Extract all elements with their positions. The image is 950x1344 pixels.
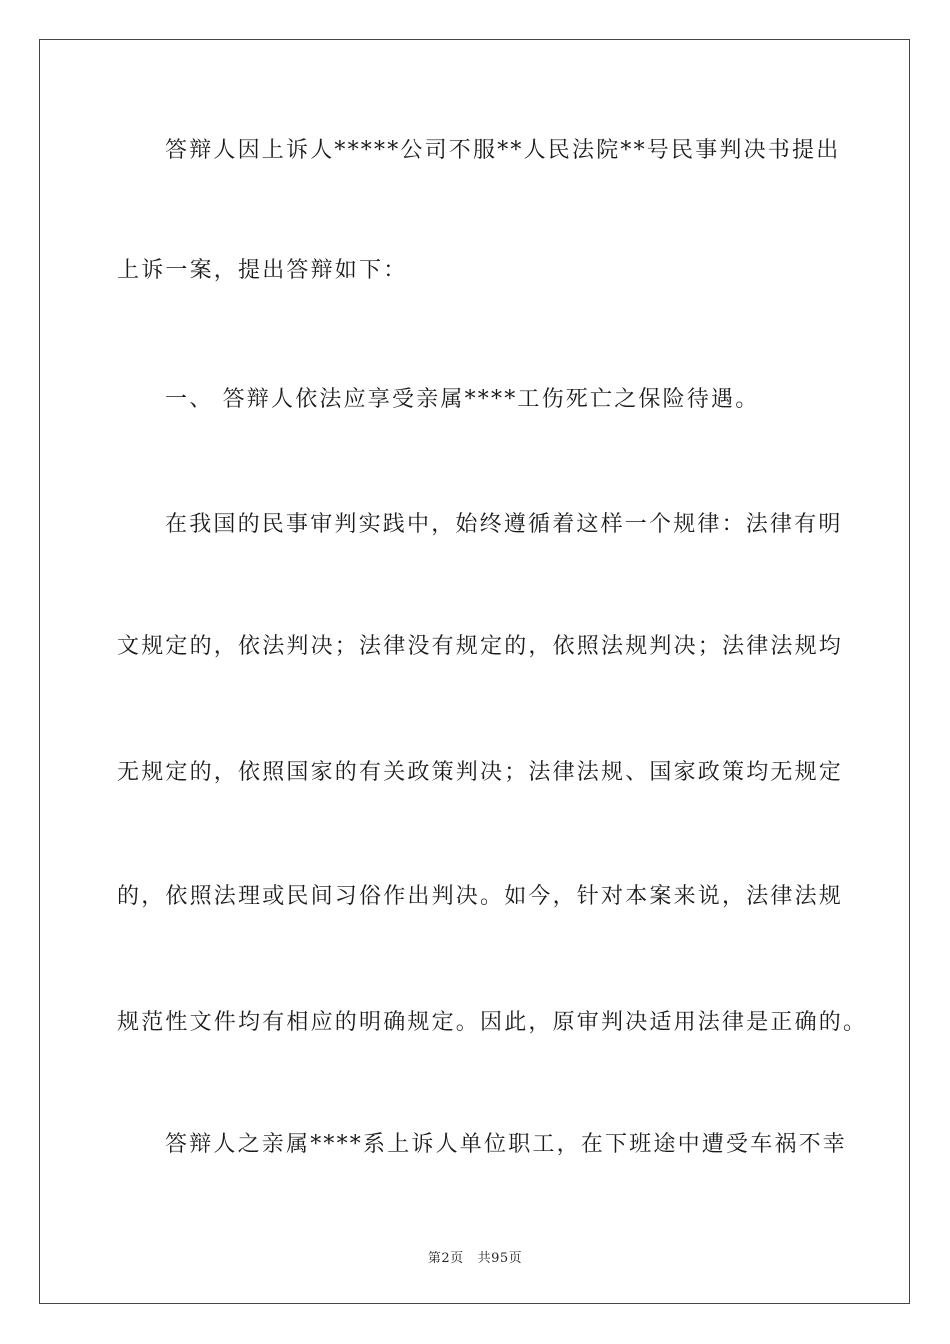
paragraph-line: 在我国的民事审判实践中，始终遵循着这样一个规律：法律有明 — [165, 512, 843, 537]
paragraph-line: 规范性文件均有相应的明确规定。因此，原审判决适用法律是正确的。 — [117, 1010, 868, 1035]
paragraph-line: 答辩人之亲属****系上诉人单位职工，在下班途中遭受车祸不幸 — [165, 1132, 848, 1157]
paragraph-line: 无规定的，依照国家的有关政策判决；法律法规、国家政策均无规定 — [117, 760, 844, 785]
page-number: 第2页 — [427, 1251, 464, 1266]
page-total: 共95页 — [477, 1251, 523, 1266]
paragraph-line: 答辩人因上诉人*****公司不服**人民法院**号民事判决书提出 — [165, 138, 841, 163]
paragraph-line: 文规定的，依法判决；法律没有规定的，依照法规判决；法律法规均 — [117, 634, 844, 659]
page-footer — [0, 1247, 950, 1266]
paragraph-line: 上诉一案，提出答辩如下： — [117, 258, 408, 283]
paragraph-line: 的，依照法理或民间习俗作出判决。如今，针对本案来说，法律法规 — [117, 884, 844, 909]
page-border — [39, 39, 910, 1304]
section-heading: 一、 答辩人依法应享受亲属****工伤死亡之保险待遇。 — [165, 387, 760, 412]
